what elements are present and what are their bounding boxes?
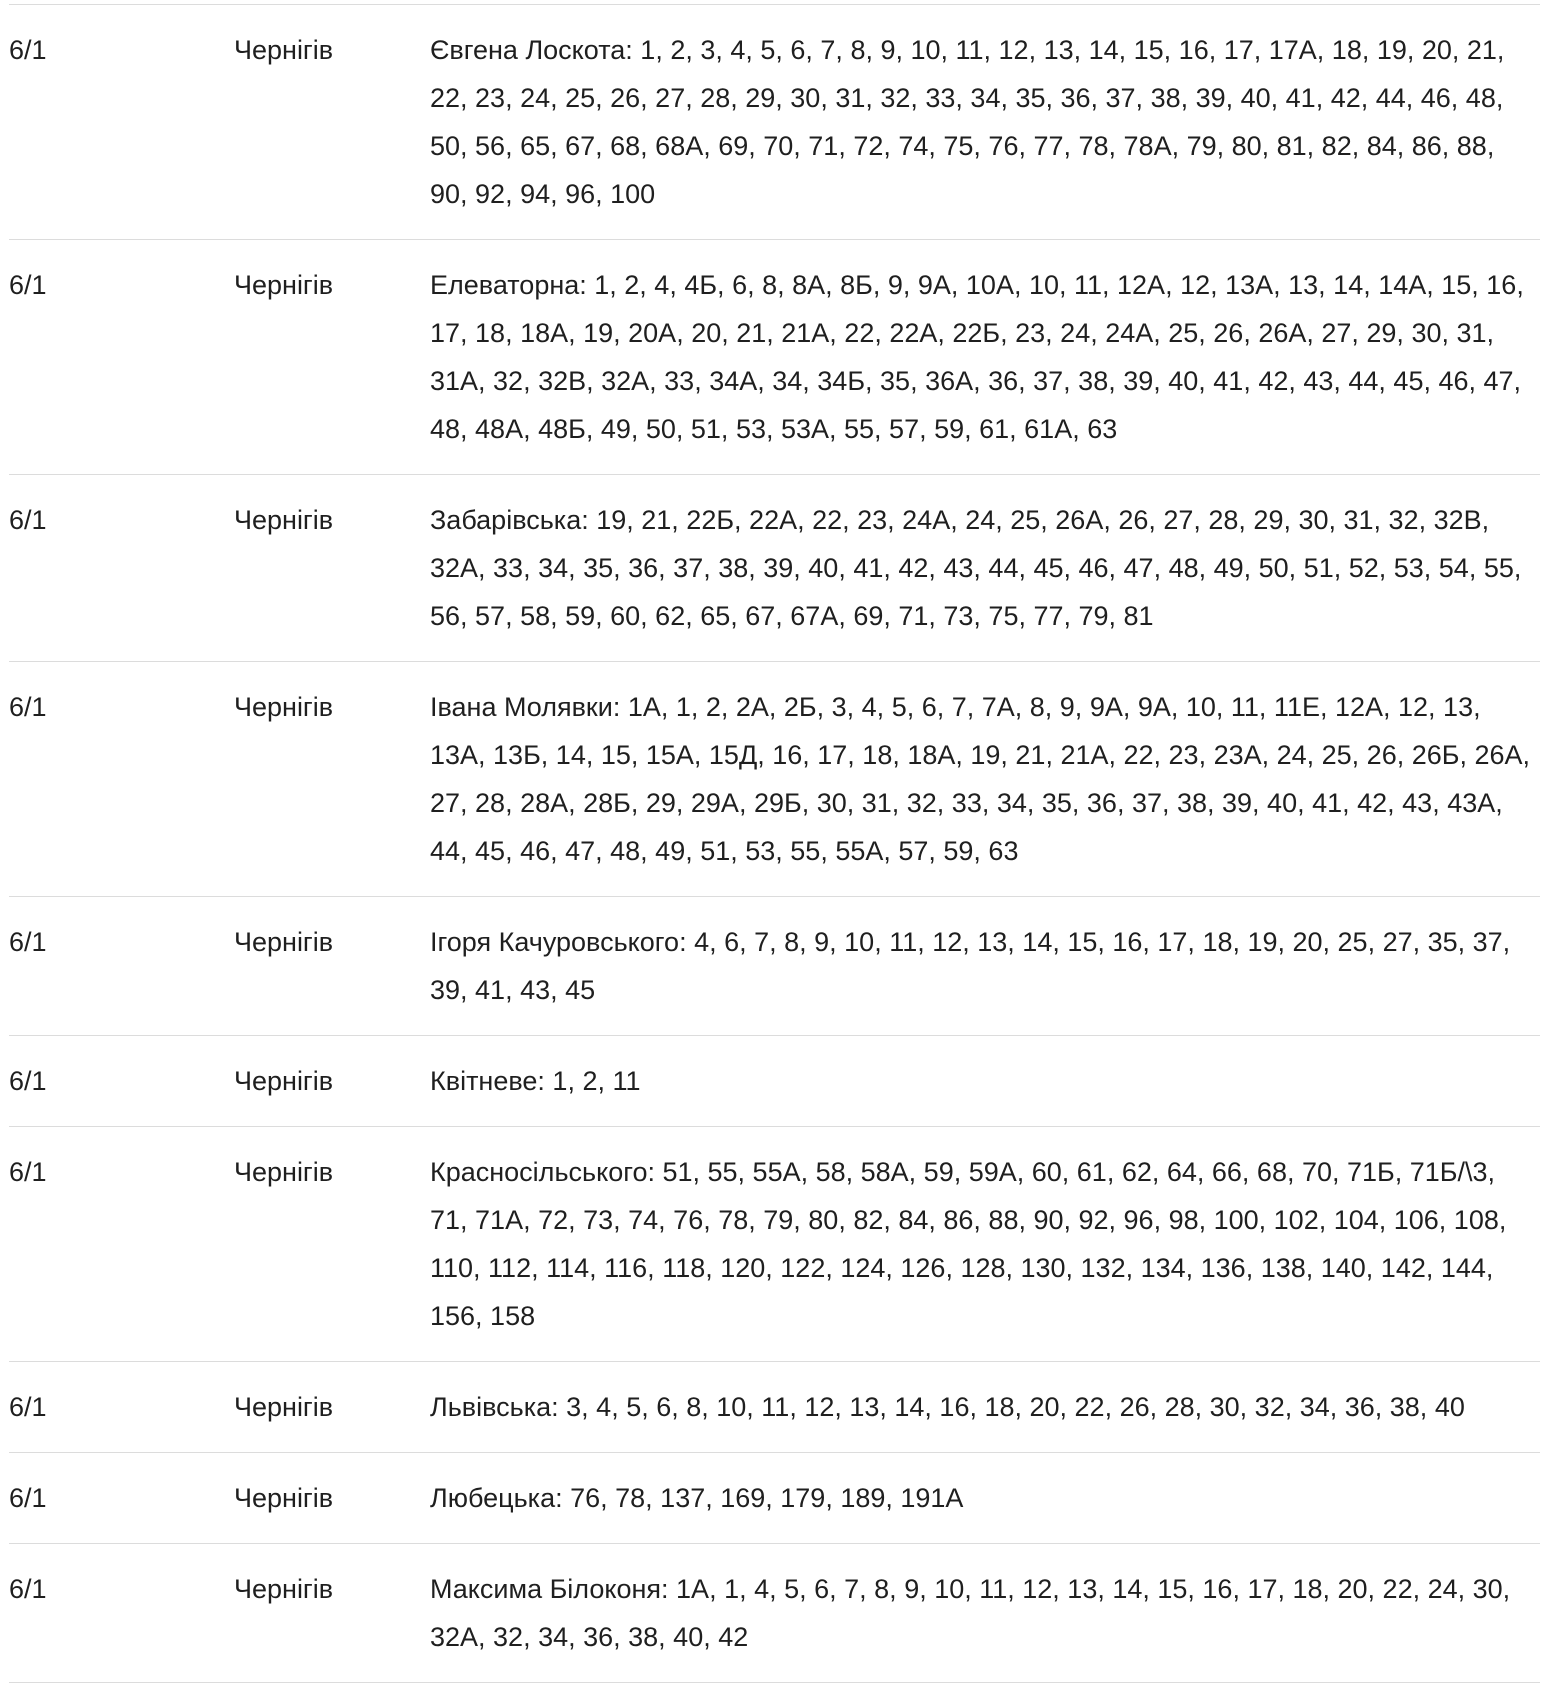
addresses-cell: Ігоря Качуровського: 4, 6, 7, 8, 9, 10, 11, 12, 13, 14, 15, 16, 17, 18, 19, 20, 25, 27, 35, 37, 39, 41, 43, 45 <box>430 927 1511 1005</box>
queue-cell: 6/1 <box>9 1483 47 1513</box>
table-row <box>9 662 1540 897</box>
addresses-cell: Євгена Лоскота: 1, 2, 3, 4, 5, 6, 7, 8, 9, 10, 11, 12, 13, 14, 15, 16, 17, 17А, 18, 19, 20, 21, 22, 23, 24, 25, 26, 27, 28, 29, 30, 31, 32, 33, 34, 35, 36, 37, 38, 39, 40, 41, 42, 44, 46, 48, 50, 56, 65, 67, 68, 68А, 69, 70, 71, 72, 74, 75, 76, 77, 78, 78А, 79, 80, 81, 82, 84, 86, 88, 90, 92, 94, 96, 100 <box>430 35 1505 209</box>
table-row <box>9 475 1540 662</box>
addresses-cell: Елеваторна: 1, 2, 4, 4Б, 6, 8, 8А, 8Б, 9, 9А, 10А, 10, 11, 12А, 12, 13А, 13, 14, 14А, 15, 16, 17, 18, 18А, 19, 20А, 20, 21, 21А, 22, 22А, 22Б, 23, 24, 24А, 25, 26, 26А, 27, 29, 30, 31, 31А, 32, 32В, 32А, 33, 34А, 34, 34Б, 35, 36А, 36, 37, 38, 39, 40, 41, 42, 43, 44, 45, 46, 47, 48, 48А, 48Б, 49, 50, 51, 53, 53А, 55, 57, 59, 61, 61А, 63 <box>430 270 1524 444</box>
city-cell: Чернігів <box>234 505 334 535</box>
addresses-cell: Забарівська: 19, 21, 22Б, 22А, 22, 23, 24А, 24, 25, 26А, 26, 27, 28, 29, 30, 31, 32, 32В, 32А, 33, 34, 35, 36, 37, 38, 39, 40, 41, 42, 43, 44, 45, 46, 47, 48, 49, 50, 51, 52, 53, 54, 55, 56, 57, 58, 59, 60, 62, 65, 67, 67А, 69, 71, 73, 75, 77, 79, 81 <box>430 505 1522 631</box>
outage-schedule-table <box>9 4 1540 1683</box>
addresses-cell: Квітневе: 1, 2, 11 <box>430 1066 641 1096</box>
city-cell: Чернігів <box>234 1574 334 1604</box>
queue-cell: 6/1 <box>9 505 47 535</box>
table-row <box>9 1362 1540 1453</box>
addresses-cell: Красносільського: 51, 55, 55А, 58, 58А, 59, 59А, 60, 61, 62, 64, 66, 68, 70, 71Б, 71Б/\3, 71, 71А, 72, 73, 74, 76, 78, 79, 80, 82, 84, 86, 88, 90, 92, 96, 98, 100, 102, 104, 106, 108, 110, 112, 114, 116, 118, 120, 122, 124, 126, 128, 130, 132, 134, 136, 138, 140, 142, 144, 156, 158 <box>430 1157 1507 1331</box>
city-cell: Чернігів <box>234 927 334 957</box>
queue-cell: 6/1 <box>9 270 47 300</box>
queue-cell: 6/1 <box>9 35 47 65</box>
addresses-cell: Івана Молявки: 1А, 1, 2, 2А, 2Б, 3, 4, 5, 6, 7, 7А, 8, 9, 9А, 9А, 10, 11, 11Е, 12А, 12, 13, 13А, 13Б, 14, 15, 15А, 15Д, 16, 17, 18, 18А, 19, 21, 21А, 22, 23, 23А, 24, 25, 26, 26Б, 26А, 27, 28, 28А, 28Б, 29, 29А, 29Б, 30, 31, 32, 33, 34, 35, 36, 37, 38, 39, 40, 41, 42, 43, 43А, 44, 45, 46, 47, 48, 49, 51, 53, 55, 55А, 57, 59, 63 <box>430 692 1531 866</box>
city-cell: Чернігів <box>234 1392 334 1422</box>
addresses-cell: Львівська: 3, 4, 5, 6, 8, 10, 11, 12, 13, 14, 16, 18, 20, 22, 26, 28, 30, 32, 34, 36, 38, 40 <box>430 1392 1465 1422</box>
table-row <box>9 1544 1540 1683</box>
addresses-cell: Любецька: 76, 78, 137, 169, 179, 189, 191А <box>430 1483 964 1513</box>
city-cell: Чернігів <box>234 35 334 65</box>
queue-cell: 6/1 <box>9 1066 47 1096</box>
city-cell: Чернігів <box>234 692 334 722</box>
queue-cell: 6/1 <box>9 692 47 722</box>
table-row <box>9 1127 1540 1362</box>
table-row <box>9 5 1540 240</box>
table-row <box>9 897 1540 1036</box>
queue-cell: 6/1 <box>9 1157 47 1187</box>
queue-cell: 6/1 <box>9 1392 47 1422</box>
queue-cell: 6/1 <box>9 927 47 957</box>
city-cell: Чернігів <box>234 1157 334 1187</box>
queue-cell: 6/1 <box>9 1574 47 1604</box>
addresses-cell: Максима Білоконя: 1А, 1, 4, 5, 6, 7, 8, 9, 10, 11, 12, 13, 14, 15, 16, 17, 18, 20, 22, 24, 30, 32А, 32, 34, 36, 38, 40, 42 <box>430 1574 1511 1652</box>
table-row <box>9 1453 1540 1544</box>
table-row <box>9 1036 1540 1127</box>
city-cell: Чернігів <box>234 270 334 300</box>
city-cell: Чернігів <box>234 1483 334 1513</box>
table-row <box>9 240 1540 475</box>
city-cell: Чернігів <box>234 1066 334 1096</box>
